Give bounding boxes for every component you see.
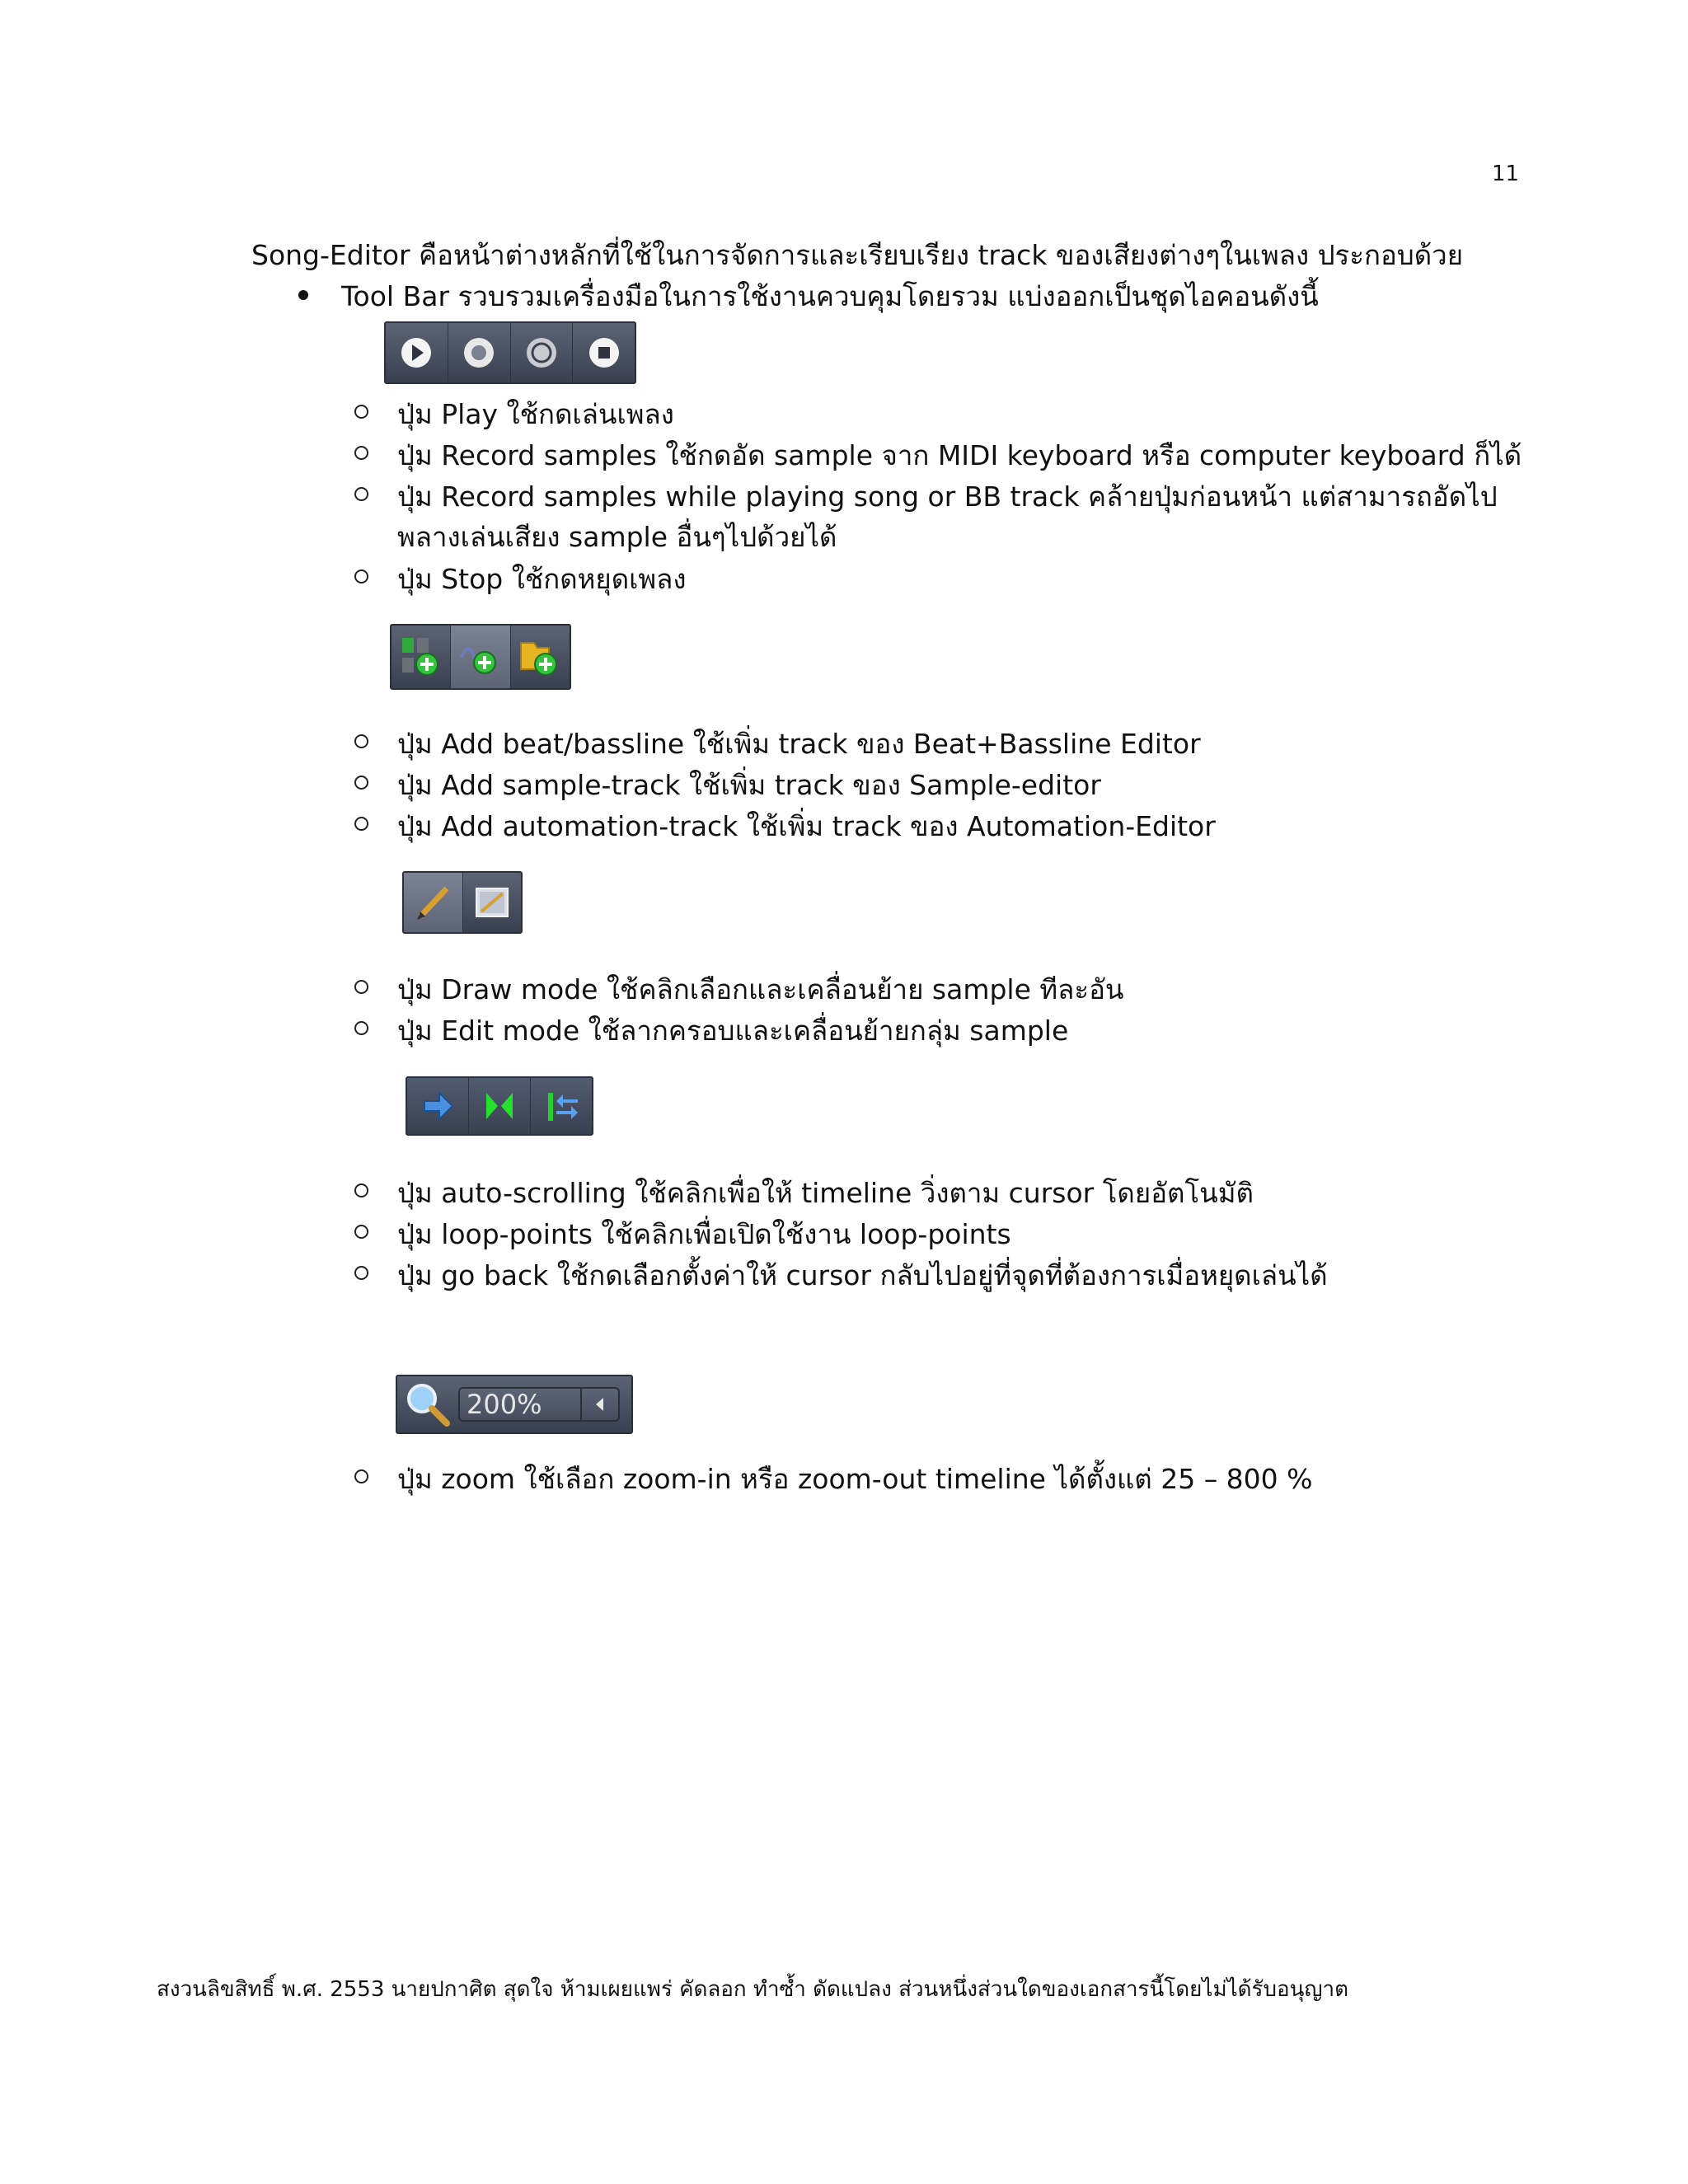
list-item: ปุ่ม go back ใช้กดเลือกตั้งค่าให้ cursor กลับไปอยู่ที่จุดที่ต้องการเมื่อหยุดเล่นได้ — [354, 1255, 1525, 1296]
circle-marker — [354, 1183, 368, 1197]
zoom-value: 200% — [467, 1389, 542, 1420]
record-while-playing-button[interactable] — [511, 323, 574, 382]
draw-mode-icon — [410, 880, 455, 925]
circle-marker — [354, 1021, 368, 1035]
auto-scroll-icon — [418, 1086, 457, 1126]
edit-mode-button[interactable] — [463, 873, 522, 932]
auto-scroll-button[interactable] — [407, 1078, 469, 1134]
toolbar-bullet — [298, 274, 1319, 318]
add-automation-track-button[interactable] — [511, 626, 570, 688]
add-sample-track-button[interactable] — [451, 626, 510, 688]
playback-toolbar — [384, 321, 636, 384]
loop-points-button[interactable] — [469, 1078, 531, 1134]
zoom-dropdown-arrow[interactable] — [580, 1389, 618, 1420]
list-item: ปุ่ม zoom ใช้เลือก zoom-in หรือ zoom-out timeline ได้ตั้งแต่ 25 – 800 % — [354, 1459, 1525, 1499]
add-sample-track-icon — [457, 633, 504, 681]
add-beat-bassline-button[interactable] — [392, 626, 451, 688]
page-number: 11 — [1492, 162, 1520, 186]
list-item: ปุ่ม loop-points ใช้คลิกเพื่อเปิดใช้งาน loop-points — [354, 1214, 1525, 1254]
record-while-playing-icon — [523, 335, 560, 371]
record-icon — [461, 335, 497, 371]
bullet-dot — [298, 290, 308, 300]
toolbar-bullet-text: Tool Bar รวบรวมเครื่องมือในการใช้งานควบคุมโดยรวม แบ่งออกเป็นชุดไอคอนดังนี้ — [341, 280, 1319, 312]
intro-paragraph: Song-Editor คือหน้าต่างหลักที่ใช้ในการจัดการและเรียบเรียง track ของเสียงต่างๆในเพลง ประกอบด้วย — [251, 239, 1464, 271]
list-item: ปุ่ม Record samples ใช้กดอัด sample จาก MIDI keyboard หรือ computer keyboard ก็ได้ — [354, 435, 1525, 476]
loop-points-icon — [480, 1086, 519, 1126]
add-track-toolbar — [390, 624, 571, 690]
circle-marker — [354, 1225, 368, 1239]
list-item: ปุ่ม auto-scrolling ใช้คลิกเพื่อให้ timeline วิ่งตาม cursor โดยอัตโนมัติ — [354, 1173, 1525, 1213]
play-button[interactable] — [386, 323, 448, 382]
play-icon — [398, 335, 434, 371]
circle-marker — [354, 817, 368, 831]
mode-toolbar — [402, 871, 523, 934]
circle-marker — [354, 446, 368, 460]
add-automation-track-icon — [516, 633, 564, 681]
stop-button[interactable] — [573, 323, 635, 382]
zoom-magnifier-icon — [402, 1379, 453, 1430]
chevron-left-icon — [593, 1396, 607, 1413]
list-item: ปุ่ม Draw mode ใช้คลิกเลือกและเคลื่อนย้าย sample ทีละอัน — [354, 969, 1525, 1010]
list-item: ปุ่ม Add sample-track ใช้เพิ่ม track ของ Sample-editor — [354, 765, 1525, 805]
edit-mode-icon — [470, 880, 514, 925]
circle-marker — [354, 569, 368, 583]
circle-marker — [354, 776, 368, 790]
zoom-select[interactable] — [458, 1387, 620, 1422]
draw-mode-button[interactable] — [404, 873, 463, 932]
list-item: ปุ่ม Stop ใช้กดหยุดเพลง — [354, 559, 1525, 599]
circle-marker — [354, 1469, 368, 1483]
record-button[interactable] — [448, 323, 511, 382]
navigation-toolbar — [406, 1076, 593, 1136]
circle-marker — [354, 405, 368, 419]
go-back-button[interactable] — [531, 1078, 592, 1134]
copyright-footer: สงวนลิขสิทธิ์ พ.ศ. 2553 นายปกาศิต สุดใจ ห้ามเผยแพร่ คัดลอก ทำซ้ำ ดัดแปลง ส่วนหนึ่งส่วนใดของเอกสารนี้โดยไม่ได้รับอนุญาต — [157, 1977, 1349, 2002]
list-item: ปุ่ม Edit mode ใช้ลากครอบและเคลื่อนย้ายกลุ่ม sample — [354, 1010, 1525, 1051]
add-beat-bassline-icon — [397, 633, 445, 681]
stop-icon — [586, 335, 622, 371]
circle-marker — [354, 980, 368, 994]
circle-marker — [354, 734, 368, 748]
circle-marker — [354, 487, 368, 501]
list-item: ปุ่ม Add beat/bassline ใช้เพิ่ม track ของ Beat+Bassline Editor — [354, 724, 1525, 764]
list-item: ปุ่ม Record samples while playing song or BB track คล้ายปุ่มก่อนหน้า แต่สามารถอัดไปพลางเล่นเสียง sample อื่นๆไปด้วยได้ — [354, 476, 1525, 557]
list-item: ปุ่ม Add automation-track ใช้เพิ่ม track ของ Automation-Editor — [354, 806, 1525, 846]
list-item: ปุ่ม Play ใช้กดเล่นเพลง — [354, 394, 1525, 434]
zoom-toolbar — [396, 1375, 633, 1434]
circle-marker — [354, 1266, 368, 1280]
go-back-icon — [542, 1086, 581, 1126]
